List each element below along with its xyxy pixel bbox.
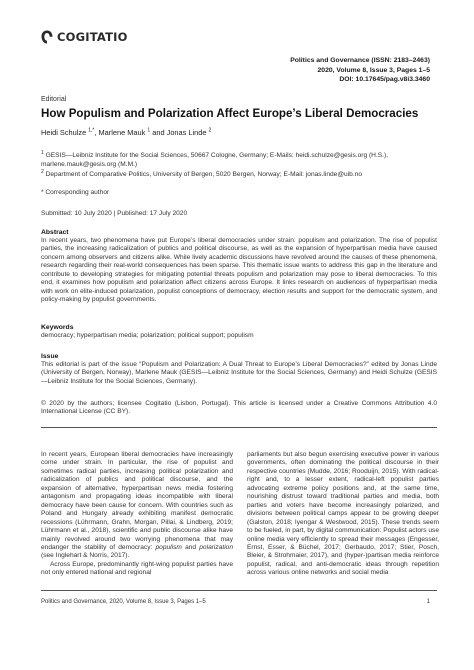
body-column-left	[41, 451, 233, 578]
body-column-right	[247, 451, 439, 578]
author-name: Jonas Linde	[166, 128, 207, 137]
author-name: Heidi Schulze	[41, 128, 87, 137]
author-sup: 1	[147, 127, 151, 134]
corresponding-note: * Corresponding author	[41, 189, 110, 196]
body-text: and	[181, 543, 200, 551]
keywords-heading: Keywords	[41, 324, 74, 331]
submission-dates: Submitted: 10 July 2020 | Published: 17 July 2020	[41, 210, 188, 217]
emphasis-term: populism	[155, 543, 182, 551]
publisher-logo	[41, 30, 128, 44]
affiliation	[41, 151, 441, 170]
emphasis-term: polarization	[199, 543, 233, 551]
issue-heading: Issue	[41, 353, 59, 360]
keywords-text: democracy; hyperpartisan media; polarization; political support; populism	[41, 332, 254, 339]
body-paragraph: Across Europe, predominantly right-wing populist parties have not only entered national and regional	[41, 560, 233, 577]
abstract-text: In recent years, two phenomena have put Europe’s liberal democracies under strain: populism and polarization. The rise of populist parties, the increasing radicalization of publics and political discourse, as well as the expansion of hyperpartisan media have caused concern among observers and citizens alike. While lively academic discussions have revolved around the causes of these phenomena, research regarding their real-world consequences has been sparse. This thematic issue wants to address this gap in the literature and contribute to developing strategies for mitigating potential threats populism and polarization may pose to liberal democracies. To this end, it examines how populism and polarization affect citizens across Europe. It links research on audiences of hyperpartisan media with work on elite-induced polarization, populist conceptions of democracy, election results and support for the democratic system, and policy-making by populist governments.	[41, 237, 437, 304]
author-sup: 1,*	[88, 127, 95, 134]
author-separator: ,	[94, 128, 99, 137]
footer-divider	[41, 590, 437, 591]
body-text: (see Inglehart & Norris, 2017).	[41, 552, 130, 560]
affiliation-text: GESIS—Leibniz Institute for the Social Sciences, 50667 Cologne, Germany; E-Mails: heidi.schulze@gesis.org (H.S.), marlene.mauk@gesis.org (M.M.)	[41, 152, 389, 169]
body-paragraph: parliaments but also begun exercising executive power in various governments, often dominating the political discourse in their respective countries (Mudde, 2016; Rooduijn, 2015). With radical-right and, to a lesser extent, radical-left populist parties advocating extreme policy positions and, at the same time, nourishing distrust toward traditional parties and media, both parties and voters have become increasingly polarized, and divisions between political camps appear to be growing deeper (Galston, 2018; Iyengar & Westwood, 2015). These trends seem to be fueled, in part, by digital communication: Populist actors use online media very efficiently to spread their messages (Engesser, Ernst, Esser, & Büchel, 2017; Gerbaudo, 2017; Stier, Posch, Bleier, & Strohmaier, 2017), and (hyper-)partisan media reinforce populist, radical, and anti-democratic ideas through repetition across various online networks and social media	[247, 451, 439, 577]
author-sup: 2	[208, 127, 212, 134]
author-list	[41, 128, 211, 137]
footer-citation: Politics and Governance, 2020, Volume 8, Issue 3, Pages 1–5	[41, 599, 206, 605]
body-text: In recent years, European liberal democracies have increasingly come under strain. In particular, the rise of populist and sometimes radical parties, increasing political polarization and radicalization of publics and political discourse, and the expansion of alternative, hyperpartisan news media fostering antagonism and propagating ideas incompatible with liberal democracy have been cause for concern. With countries such as Poland and Hungary already exhibiting manifest democratic recessions (Lührmann, Grahn, Morgan, Pillai, & Lindberg, 2019; Lührmann et al., 2018), scientific and public discourse alike have mainly revolved around two worrying phenomena that may endanger the stability of democracy:	[41, 451, 233, 551]
abstract-section	[41, 228, 437, 305]
author-name: Marlene Mauk	[98, 128, 146, 137]
publisher-name: COGITATIO	[57, 30, 128, 44]
article-title: How Populism and Polarization Affect Europe’s Liberal Democracies	[41, 107, 419, 120]
body-paragraph	[41, 451, 233, 561]
abstract-heading: Abstract	[41, 229, 69, 236]
keywords-section	[41, 323, 437, 340]
section-divider	[41, 427, 437, 428]
article-type: Editorial	[41, 96, 67, 103]
issue-section	[41, 352, 437, 386]
journal-info	[290, 56, 430, 85]
license-text: © 2020 by the authors; licensee Cogitatio (Lisbon, Portugal). This article is licensed under a Creative Commons Attribution 4.0 International License (CC BY).	[41, 400, 437, 416]
affiliation-num: 2	[41, 168, 44, 175]
journal-volume-line: 2020, Volume 8, Issue 3, Pages 1–5	[317, 66, 430, 74]
doi-link[interactable]: DOI: 10.17645/pag.v8i3.3460	[339, 76, 430, 84]
affiliation-num: 1	[41, 149, 44, 156]
page-number: 1	[426, 599, 430, 605]
author-separator: and	[150, 128, 167, 137]
affiliation-text: Department of Comparative Politics, University of Bergen, 5020 Bergen, Norway; E-Mail: jonas.linde@uib.no	[45, 171, 363, 178]
journal-line: Politics and Governance (ISSN: 2183–2463)	[290, 57, 430, 64]
logo-mark-icon	[41, 30, 53, 44]
affiliation	[41, 170, 441, 179]
issue-text: This editorial is part of the issue “Populism and Polarization: A Dual Threat to Europe’s Liberal Democracies?” edited by Jonas Linde (University of Bergen, Norway), Marlene Mauk (GESIS—Leibniz Institute for the Social Sciences, Germany) and Heidi Schulze (GESIS—Leibniz Institute for the Social Sciences, Germany).	[41, 361, 437, 385]
